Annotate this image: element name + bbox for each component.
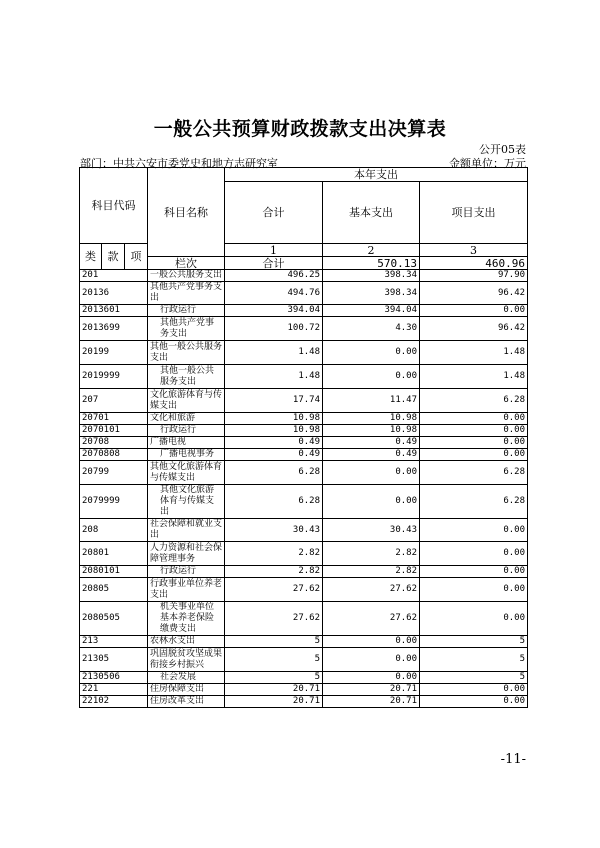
table-row (80, 602, 528, 636)
row-name: 住房保障支出 (148, 684, 225, 696)
row-basic: 398.34 (323, 282, 420, 305)
table-row (80, 485, 528, 519)
header-lanci: 栏次 (148, 257, 225, 270)
row-total: 17.74 (225, 389, 323, 413)
row-code: 20199 (80, 341, 148, 365)
row-project: 0.00 (420, 305, 528, 317)
sum-basic: 460.96 (420, 257, 528, 270)
row-project: 96.42 (420, 317, 528, 341)
row-project: 5 (420, 672, 528, 684)
row-name: 农林水支出 (148, 636, 225, 648)
row-name: 其他文化旅游体育与传媒支出 (148, 485, 225, 519)
row-code: 208 (80, 519, 148, 542)
unit-label: 金额单位：万元 (449, 157, 526, 170)
row-name: 社会发展 (148, 672, 225, 684)
table-row (80, 461, 528, 485)
row-basic: 0.49 (323, 437, 420, 449)
row-name: 巩固脱贫攻坚成果衔接乡村振兴 (148, 648, 225, 672)
page-number: -11- (500, 752, 526, 767)
row-total: 1.48 (225, 365, 323, 389)
header-code: 科目代码 (80, 168, 148, 244)
row-total: 0.49 (225, 449, 323, 461)
row-code: 2013699 (80, 317, 148, 341)
row-total: 1.48 (225, 341, 323, 365)
row-code: 2019999 (80, 365, 148, 389)
table-row (80, 449, 528, 461)
row-project: 5 (420, 648, 528, 672)
table-row (80, 282, 528, 305)
row-project: 1.48 (420, 365, 528, 389)
row-basic: 20.71 (323, 696, 420, 708)
row-basic: 2.82 (323, 566, 420, 578)
row-name: 文化旅游体育与传媒支出 (148, 389, 225, 413)
header-sum-label: 合计 (225, 257, 323, 270)
row-total: 5 (225, 672, 323, 684)
row-code: 2130506 (80, 672, 148, 684)
row-project: 97.90 (420, 270, 528, 282)
col-number-1: 1 (225, 244, 323, 257)
table-row (80, 696, 528, 708)
table-row (80, 425, 528, 437)
row-project: 1.48 (420, 341, 528, 365)
row-code: 207 (80, 389, 148, 413)
row-name: 其他一般公共服务支出 (148, 365, 225, 389)
row-project: 6.28 (420, 389, 528, 413)
row-total: 10.98 (225, 413, 323, 425)
row-project: 0.00 (420, 519, 528, 542)
table-row (80, 684, 528, 696)
row-name: 广播电视 (148, 437, 225, 449)
header-kuan: 款 (102, 244, 125, 270)
row-code: 21305 (80, 648, 148, 672)
row-basic: 0.00 (323, 672, 420, 684)
row-name: 一般公共服务支出 (148, 270, 225, 282)
row-total: 20.71 (225, 696, 323, 708)
row-basic: 0.00 (323, 341, 420, 365)
row-name: 住房改革支出 (148, 696, 225, 708)
row-basic: 4.30 (323, 317, 420, 341)
row-code: 2070808 (80, 449, 148, 461)
row-project: 0.00 (420, 566, 528, 578)
row-code: 20805 (80, 578, 148, 602)
header-project: 项目支出 (420, 182, 528, 244)
row-code: 2080505 (80, 602, 148, 636)
table-row (80, 437, 528, 449)
row-project: 96.42 (420, 282, 528, 305)
row-name: 文化和旅游 (148, 413, 225, 425)
row-basic: 398.34 (323, 270, 420, 282)
col-number-3: 3 (420, 244, 528, 257)
row-project: 6.28 (420, 485, 528, 519)
row-basic: 394.04 (323, 305, 420, 317)
row-total: 5 (225, 636, 323, 648)
row-name: 广播电视事务 (148, 449, 225, 461)
row-code: 221 (80, 684, 148, 696)
table-row (80, 672, 528, 684)
row-code: 22102 (80, 696, 148, 708)
table-row (80, 365, 528, 389)
row-total: 2.82 (225, 542, 323, 566)
row-name: 行政运行 (148, 566, 225, 578)
row-total: 2.82 (225, 566, 323, 578)
row-total: 100.72 (225, 317, 323, 341)
row-project: 0.00 (420, 425, 528, 437)
table-row (80, 648, 528, 672)
page-title: 一般公共预算财政拨款支出决算表 (153, 118, 447, 140)
row-basic: 30.43 (323, 519, 420, 542)
row-total: 494.76 (225, 282, 323, 305)
col-number-2: 2 (323, 244, 420, 257)
row-total: 0.49 (225, 437, 323, 449)
header-basic: 基本支出 (323, 182, 420, 244)
row-project: 0.00 (420, 413, 528, 425)
row-project: 0.00 (420, 602, 528, 636)
row-name: 行政运行 (148, 305, 225, 317)
row-basic: 0.49 (323, 449, 420, 461)
row-basic: 27.62 (323, 578, 420, 602)
row-name: 其他共产党事务支出 (148, 282, 225, 305)
table-row (80, 413, 528, 425)
row-basic: 20.71 (323, 684, 420, 696)
table-row (80, 578, 528, 602)
row-code: 2070101 (80, 425, 148, 437)
row-code: 20708 (80, 437, 148, 449)
header-lei: 类 (80, 244, 102, 270)
row-basic: 0.00 (323, 461, 420, 485)
row-name: 人力资源和社会保障管理事务 (148, 542, 225, 566)
row-total: 27.62 (225, 602, 323, 636)
row-project: 0.00 (420, 578, 528, 602)
table-row (80, 317, 528, 341)
row-code: 2079999 (80, 485, 148, 519)
row-code: 213 (80, 636, 148, 648)
row-name: 其他共产党事务支出 (148, 317, 225, 341)
row-code: 20801 (80, 542, 148, 566)
table-row (80, 636, 528, 648)
row-total: 10.98 (225, 425, 323, 437)
row-basic: 10.98 (323, 413, 420, 425)
row-code: 20136 (80, 282, 148, 305)
row-project: 0.00 (420, 542, 528, 566)
row-name: 行政运行 (148, 425, 225, 437)
table-row (80, 389, 528, 413)
row-basic: 10.98 (323, 425, 420, 437)
department-label: 部门：中共六安市委党史和地方志研究室 (80, 157, 278, 170)
row-total: 27.62 (225, 578, 323, 602)
row-project: 5 (420, 636, 528, 648)
row-basic: 11.47 (323, 389, 420, 413)
row-name: 机关事业单位基本养老保险缴费支出 (148, 602, 225, 636)
row-code: 2013601 (80, 305, 148, 317)
expenditure-table (79, 167, 528, 708)
row-project: 0.00 (420, 449, 528, 461)
row-total: 496.25 (225, 270, 323, 282)
row-total: 394.04 (225, 305, 323, 317)
table-row (80, 305, 528, 317)
row-name: 行政事业单位养老支出 (148, 578, 225, 602)
row-basic: 0.00 (323, 636, 420, 648)
form-number: 公开05表 (479, 143, 526, 156)
table-row (80, 270, 528, 282)
table-row (80, 542, 528, 566)
row-basic: 0.00 (323, 648, 420, 672)
sum-total: 570.13 (323, 257, 420, 270)
table-row (80, 519, 528, 542)
row-project: 0.00 (420, 696, 528, 708)
header-name: 科目名称 (148, 168, 225, 257)
row-basic: 2.82 (323, 542, 420, 566)
row-name: 社会保障和就业支出 (148, 519, 225, 542)
row-code: 2080101 (80, 566, 148, 578)
table-row (80, 341, 528, 365)
row-total: 6.28 (225, 485, 323, 519)
header-xiang: 项 (125, 244, 148, 270)
row-code: 201 (80, 270, 148, 282)
header-total: 合计 (225, 182, 323, 244)
row-name: 其他文化旅游体育与传媒支出 (148, 461, 225, 485)
row-total: 20.71 (225, 684, 323, 696)
row-total: 5 (225, 648, 323, 672)
row-code: 20701 (80, 413, 148, 425)
table-row (80, 566, 528, 578)
header-year-expenditure: 本年支出 (225, 168, 528, 182)
row-total: 30.43 (225, 519, 323, 542)
row-project: 0.00 (420, 437, 528, 449)
row-basic: 27.62 (323, 602, 420, 636)
row-code: 20799 (80, 461, 148, 485)
row-basic: 0.00 (323, 485, 420, 519)
row-project: 6.28 (420, 461, 528, 485)
row-project: 0.00 (420, 684, 528, 696)
row-name: 其他一般公共服务支出 (148, 341, 225, 365)
row-total: 6.28 (225, 461, 323, 485)
row-basic: 0.00 (323, 365, 420, 389)
